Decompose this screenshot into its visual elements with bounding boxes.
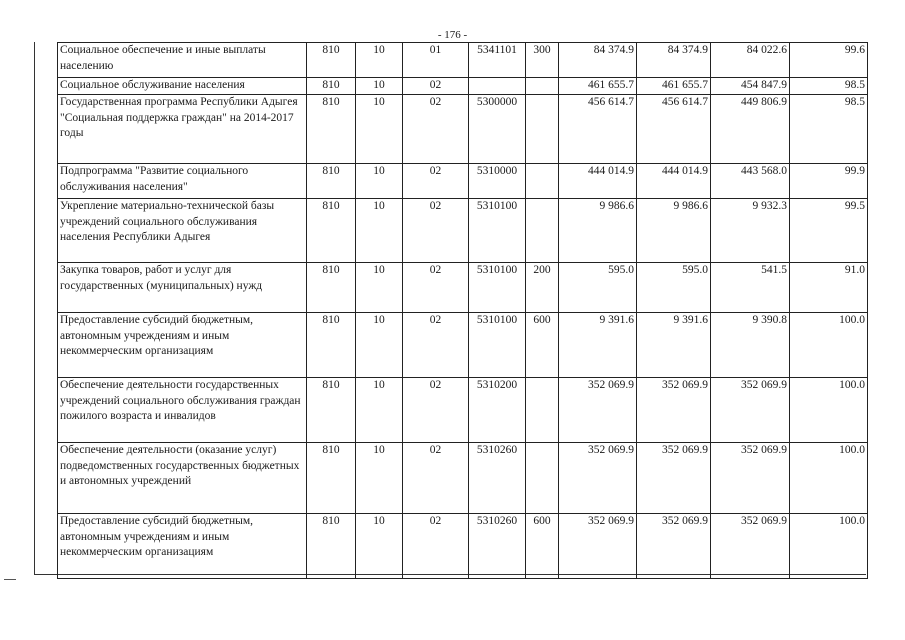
row-ved: 810	[307, 43, 356, 78]
row-vr: 600	[526, 313, 559, 378]
row-value-3: 352 069.9	[711, 514, 790, 579]
page-number: - 176 -	[437, 29, 468, 41]
row-pr: 02	[403, 378, 469, 443]
row-value-3: 541.5	[711, 263, 790, 313]
row-csr: 5310100	[469, 313, 526, 378]
row-value-3: 454 847.9	[711, 78, 790, 95]
row-ved: 810	[307, 164, 356, 199]
row-value-3: 9 932.3	[711, 199, 790, 263]
row-name: Социальное обслуживание населения	[58, 78, 307, 95]
row-pr: 02	[403, 514, 469, 579]
row-csr	[469, 78, 526, 95]
row-pr: 02	[403, 95, 469, 164]
row-value-1: 9 986.6	[559, 199, 637, 263]
row-pr: 02	[403, 78, 469, 95]
row-rz: 10	[356, 313, 403, 378]
row-csr: 5341101	[469, 43, 526, 78]
row-name: Подпрограмма "Развитие социального обслуживания населения"	[58, 164, 307, 199]
row-value-2: 352 069.9	[637, 378, 711, 443]
row-rz: 10	[356, 263, 403, 313]
row-csr: 5310100	[469, 263, 526, 313]
table-row	[58, 164, 868, 199]
table-row	[58, 199, 868, 263]
row-vr	[526, 443, 559, 514]
table-row	[58, 43, 868, 78]
row-value-3: 84 022.6	[711, 43, 790, 78]
row-name: Укрепление материально-технической базы учреждений социального обслуживания населения Республики Адыгея	[58, 199, 307, 263]
table-row	[58, 378, 868, 443]
row-csr: 5300000	[469, 95, 526, 164]
table-row	[58, 514, 868, 579]
row-csr: 5310200	[469, 378, 526, 443]
row-value-1: 595.0	[559, 263, 637, 313]
row-percent: 99.5	[790, 199, 868, 263]
table-row	[58, 313, 868, 378]
budget-table	[57, 42, 868, 579]
row-value-1: 456 614.7	[559, 95, 637, 164]
row-value-1: 352 069.9	[559, 443, 637, 514]
row-rz: 10	[356, 78, 403, 95]
row-value-1: 84 374.9	[559, 43, 637, 78]
row-value-1: 352 069.9	[559, 514, 637, 579]
row-percent: 100.0	[790, 378, 868, 443]
row-value-1: 444 014.9	[559, 164, 637, 199]
row-name: Обеспечение деятельности (оказание услуг) подведомственных государственных бюджетных и автономных учреждений	[58, 443, 307, 514]
row-vr	[526, 378, 559, 443]
row-rz: 10	[356, 514, 403, 579]
row-value-2: 84 374.9	[637, 43, 711, 78]
row-ved: 810	[307, 263, 356, 313]
row-value-1: 461 655.7	[559, 78, 637, 95]
row-vr: 600	[526, 514, 559, 579]
row-ved: 810	[307, 199, 356, 263]
row-vr	[526, 78, 559, 95]
row-rz: 10	[356, 199, 403, 263]
row-ved: 810	[307, 78, 356, 95]
row-value-3: 449 806.9	[711, 95, 790, 164]
row-csr: 5310000	[469, 164, 526, 199]
row-name: Обеспечение деятельности государственных учреждений социального обслуживания граждан пожилого возраста и инвалидов	[58, 378, 307, 443]
row-vr	[526, 95, 559, 164]
row-vr	[526, 199, 559, 263]
row-rz: 10	[356, 164, 403, 199]
row-ved: 810	[307, 95, 356, 164]
frame-left-border	[34, 42, 35, 574]
row-value-3: 352 069.9	[711, 443, 790, 514]
row-pr: 02	[403, 313, 469, 378]
row-csr: 5310260	[469, 514, 526, 579]
row-rz: 10	[356, 443, 403, 514]
row-vr: 200	[526, 263, 559, 313]
row-value-2: 9 391.6	[637, 313, 711, 378]
row-value-2: 352 069.9	[637, 514, 711, 579]
row-csr: 5310100	[469, 199, 526, 263]
row-csr: 5310260	[469, 443, 526, 514]
row-value-1: 9 391.6	[559, 313, 637, 378]
row-value-2: 444 014.9	[637, 164, 711, 199]
row-name: Социальное обеспечение и иные выплаты населению	[58, 43, 307, 78]
table-row	[58, 443, 868, 514]
row-percent: 100.0	[790, 313, 868, 378]
row-vr	[526, 164, 559, 199]
row-name: Предоставление субсидий бюджетным, автономным учреждениям и иным некоммерческим организациям	[58, 514, 307, 579]
row-pr: 02	[403, 263, 469, 313]
row-value-3: 352 069.9	[711, 378, 790, 443]
row-value-3: 443 568.0	[711, 164, 790, 199]
row-pr: 02	[403, 164, 469, 199]
row-percent: 98.5	[790, 95, 868, 164]
row-value-1: 352 069.9	[559, 378, 637, 443]
row-rz: 10	[356, 43, 403, 78]
row-name: Закупка товаров, работ и услуг для государственных (муниципальных) нужд	[58, 263, 307, 313]
row-percent: 99.6	[790, 43, 868, 78]
row-percent: 100.0	[790, 514, 868, 579]
table-row	[58, 263, 868, 313]
row-vr: 300	[526, 43, 559, 78]
row-name: Государственная программа Республики Адыгея "Социальная поддержка граждан" на 2014-2017 годы	[58, 95, 307, 164]
row-rz: 10	[356, 378, 403, 443]
row-percent: 91.0	[790, 263, 868, 313]
row-ved: 810	[307, 313, 356, 378]
row-percent: 99.9	[790, 164, 868, 199]
row-value-2: 595.0	[637, 263, 711, 313]
row-value-2: 9 986.6	[637, 199, 711, 263]
table-row	[58, 95, 868, 164]
row-pr: 02	[403, 443, 469, 514]
row-rz: 10	[356, 95, 403, 164]
row-pr: 02	[403, 199, 469, 263]
row-value-3: 9 390.8	[711, 313, 790, 378]
table-row	[58, 78, 868, 95]
row-percent: 100.0	[790, 443, 868, 514]
row-value-2: 456 614.7	[637, 95, 711, 164]
row-ved: 810	[307, 443, 356, 514]
row-value-2: 352 069.9	[637, 443, 711, 514]
margin-mark	[4, 579, 16, 580]
row-name: Предоставление субсидий бюджетным, автономным учреждениям и иным некоммерческим организациям	[58, 313, 307, 378]
row-value-2: 461 655.7	[637, 78, 711, 95]
row-pr: 01	[403, 43, 469, 78]
row-ved: 810	[307, 378, 356, 443]
row-percent: 98.5	[790, 78, 868, 95]
row-ved: 810	[307, 514, 356, 579]
